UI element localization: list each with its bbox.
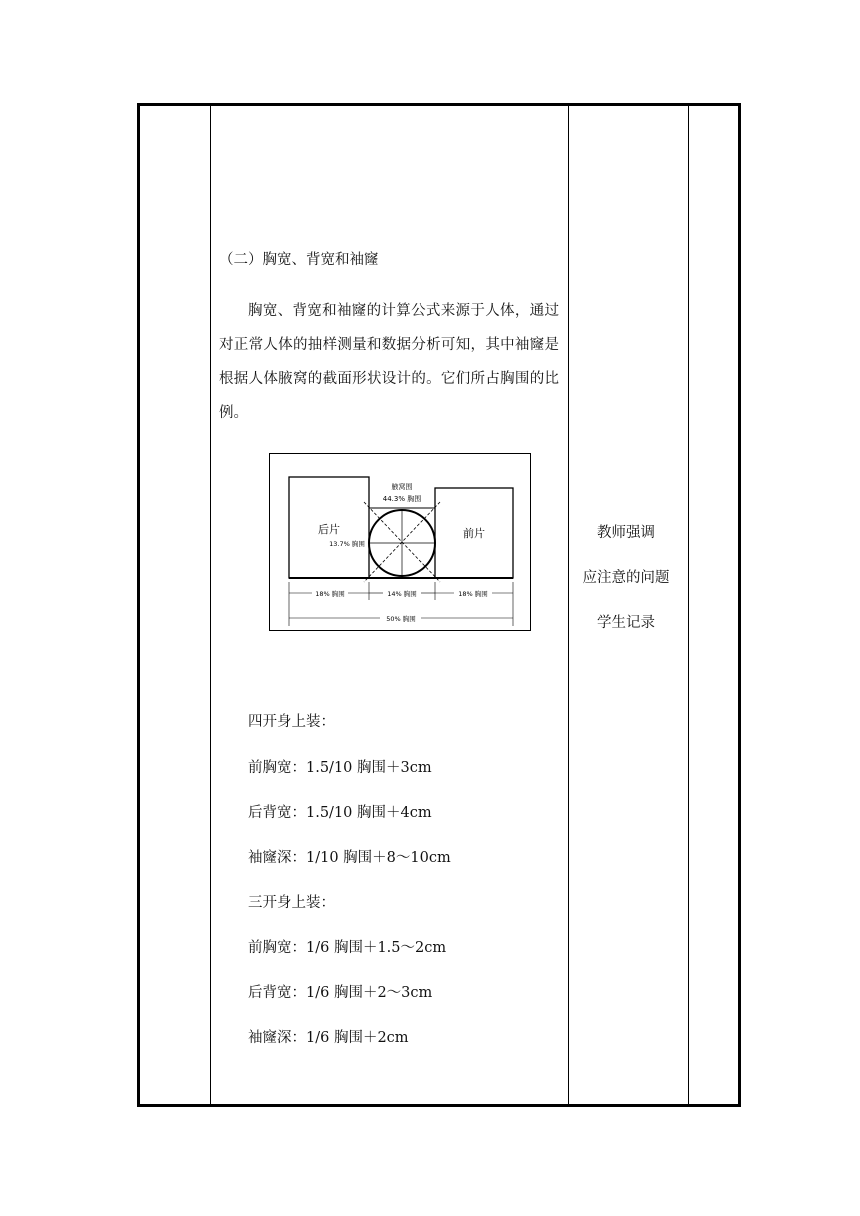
column-divider-3 xyxy=(688,106,689,1104)
armpit-label: 腋窝围 xyxy=(391,483,413,491)
sidebar-student-record: 学生记录 xyxy=(597,615,655,631)
back-piece-label: 后片 xyxy=(318,523,340,536)
intro-paragraph: 胸宽、背宽和袖窿的计算公式来源于人体，通过对正常人体的抽样测量和数据分析可知，其中袖窿是根据人体腋窝的截面形状设计的。它们所占胸围的比例。 xyxy=(219,303,559,421)
chest-back-armhole-diagram xyxy=(269,453,531,631)
armhole-width-label: 14% 胸围 xyxy=(387,590,417,598)
front-piece-label: 前片 xyxy=(463,527,485,540)
four-piece-armhole-formula: 袖窿深：1/10 胸围＋8～10cm xyxy=(248,850,451,866)
three-piece-chest-formula: 前胸宽：1/6 胸围＋1.5～2cm xyxy=(248,940,447,956)
three-piece-title: 三开身上装： xyxy=(248,895,335,911)
back-width-label: 18% 胸围 xyxy=(315,590,345,598)
armpit-percent: 44.3% 胸围 xyxy=(382,495,422,503)
section-heading: （二）胸宽、背宽和袖窿 xyxy=(219,252,379,268)
depth-percent: 13.7% 胸围 xyxy=(329,540,365,548)
total-width-label: 50% 胸围 xyxy=(386,615,416,623)
four-piece-title: 四开身上装： xyxy=(248,714,335,730)
four-piece-chest-formula: 前胸宽：1.5/10 胸围＋3cm xyxy=(248,760,432,776)
sidebar-notes-issues: 应注意的问题 xyxy=(582,570,670,586)
column-divider-2 xyxy=(568,106,569,1104)
four-piece-back-formula: 后背宽：1.5/10 胸围＋4cm xyxy=(248,805,432,821)
front-width-label: 18% 胸围 xyxy=(458,590,488,598)
three-piece-back-formula: 后背宽：1/6 胸围＋2～3cm xyxy=(248,985,433,1001)
sidebar-teacher-emphasis: 教师强调 xyxy=(597,525,655,541)
three-piece-armhole-formula: 袖窿深：1/6 胸围＋2cm xyxy=(248,1030,409,1046)
column-divider-1 xyxy=(210,106,211,1104)
